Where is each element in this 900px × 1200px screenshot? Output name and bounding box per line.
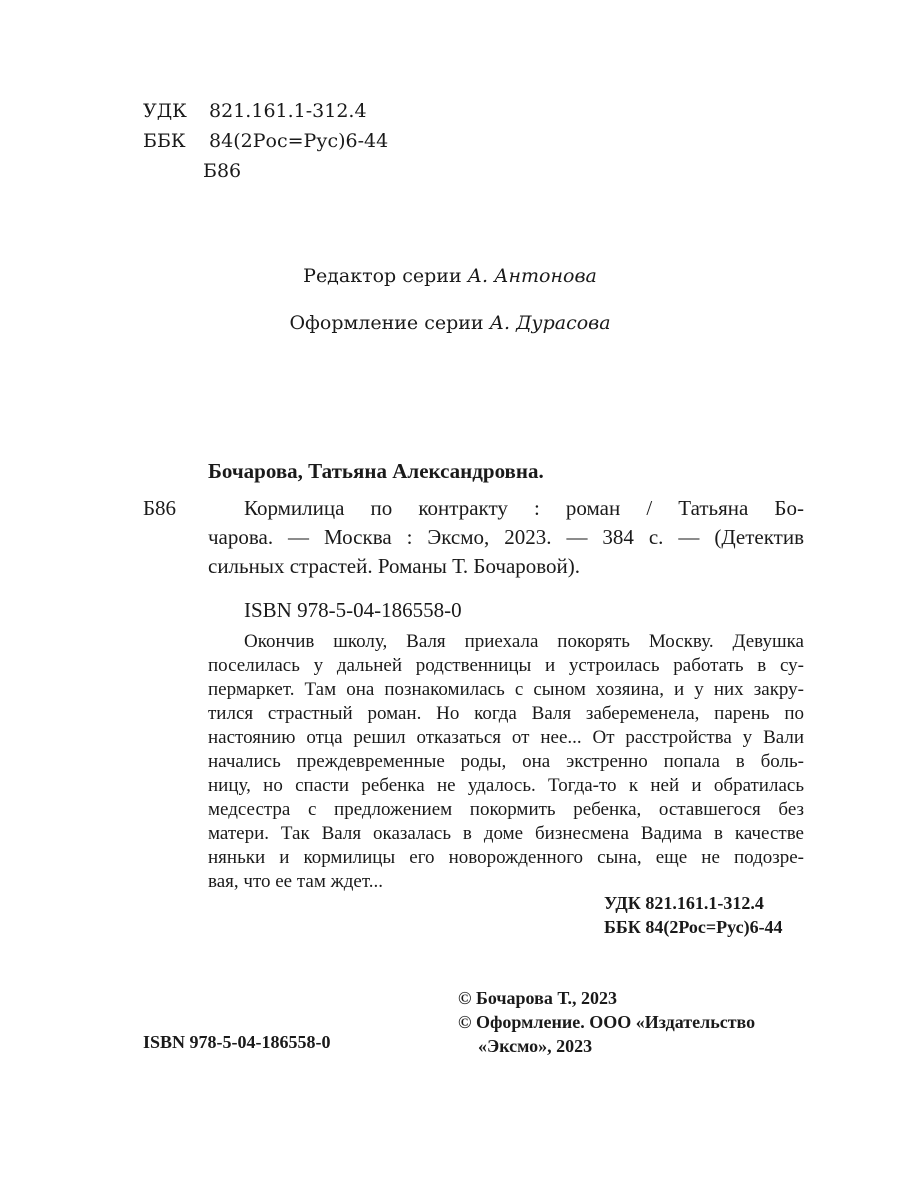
- isbn-catalog: ISBN 978-5-04-186558-0: [244, 598, 462, 622]
- isbn-footer: ISBN 978-5-04-186558-0: [143, 1032, 331, 1052]
- author-heading: Бочарова, Татьяна Александровна.: [208, 459, 544, 483]
- udk-line: [143, 96, 367, 126]
- series-editor-name: А. Антонова: [467, 265, 597, 287]
- annotation-line: няньки и кормилицы его новорожденного сына, еще не подозре-: [208, 847, 804, 868]
- description-line: сильных страстей. Романы Т. Бочаровой).: [208, 554, 581, 578]
- series-design-name: А. Дурасова: [489, 312, 611, 334]
- annotation-line: Окончив школу, Валя приехала покорять Москву. Девушка: [244, 631, 804, 652]
- annotation-line: начались преждевременные роды, она экстренно попала в боль-: [208, 751, 804, 772]
- annotation-line: ницу, но спасти ребенка не удалось. Тогда-то к ней и обратилась: [208, 775, 804, 796]
- bbk-bottom: ББК 84(2Рос=Рус)6-44: [604, 917, 783, 937]
- udk-value: 821.161.1-312.4: [209, 100, 367, 122]
- udk-label: УДК: [143, 100, 187, 122]
- bbk-line: [143, 126, 388, 156]
- copyright-author: © Бочарова Т., 2023: [458, 988, 618, 1008]
- annotation-line: вая, что ее там ждет...: [208, 871, 383, 892]
- bbk-value: 84(2Рос=Рус)6-44: [209, 130, 389, 152]
- annotation-line: пермаркет. Там она познакомилась с сыном хозяина, и у них закру-: [208, 679, 804, 700]
- copyright-publisher: «Эксмо», 2023: [478, 1036, 593, 1056]
- udk-bottom: УДК 821.161.1-312.4: [604, 893, 764, 913]
- annotation-line: поселилась у дальней родственницы и устроилась работать в су-: [208, 655, 804, 676]
- description-line: чарова. — Москва : Эксмо, 2023. — 384 с. — (Детектив: [208, 525, 804, 549]
- series-editor-line: [0, 265, 900, 287]
- bbk-label: ББК: [143, 130, 186, 152]
- series-design-label: Оформление серии: [289, 312, 484, 334]
- author-mark: Б86: [143, 496, 177, 520]
- author-mark-top: Б86: [203, 160, 242, 182]
- description-line: Кормилица по контракту : роман / Татьяна Бо-: [244, 496, 804, 520]
- series-design-line: [0, 312, 900, 334]
- annotation-line: матери. Так Валя оказалась в доме бизнесмена Вадима в качестве: [208, 823, 804, 844]
- annotation-line: настоянию отца решил отказаться от нее... От расстройства у Вали: [208, 727, 804, 748]
- annotation-line: медсестра с предложением покормить ребенка, оставшегося без: [208, 799, 804, 820]
- annotation-line: тился страстный роман. Но когда Валя забеременела, парень по: [208, 703, 804, 724]
- copyright-design: © Оформление. ООО «Издательство: [458, 1012, 756, 1032]
- series-editor-label: Редактор серии: [303, 265, 462, 287]
